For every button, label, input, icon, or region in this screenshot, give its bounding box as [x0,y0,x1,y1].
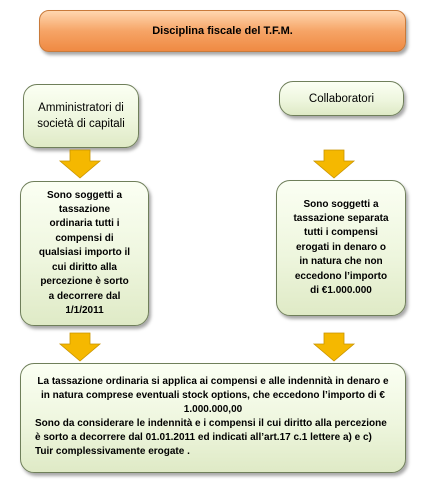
body-amministratori [20,181,149,326]
diagram-title: Disciplina fiscale del T.F.M. [152,25,293,37]
down-arrow-icon [314,333,354,361]
summary-line-2: Sono da considerare le indennità e i compensi il cui diritto alla percezione è sorto a decorrere dal 01.01.2011 ed indicati all’art.17 c.1 lettere a) e c) Tuir complessivamente erogate . [35,418,387,457]
down-arrow-icon [60,333,100,361]
header-amministratori-label: Amministratori di società di capitali [37,102,125,130]
body-collaboratori [276,180,406,316]
down-arrow-icon [314,150,354,178]
header-amministratori [23,84,139,148]
down-arrow-icon [60,150,100,178]
body-collaboratori-text: Sono soggetti a tassazione separata tutti i compensi erogati in denaro o in natura che non eccedono l’importo di €1.000.000 [293,198,389,297]
body-amministratori-text: Sono soggetti a tassazione ordinaria tutti i compensi di qualsiasi importo il cui diritto alla percezione è sorto a decorrere dal 1/1/2011 [38,189,131,316]
header-collaboratori [279,81,404,116]
header-collaboratori-label: Collaboratori [308,92,375,105]
summary-box [20,363,406,473]
title-box [39,10,406,52]
summary-line-1: La tassazione ordinaria si applica ai compensi e alle indennità in denaro e in natura comprese eventuali stock options, che eccedono l’importo di € 1.000.000,00 [37,376,389,415]
